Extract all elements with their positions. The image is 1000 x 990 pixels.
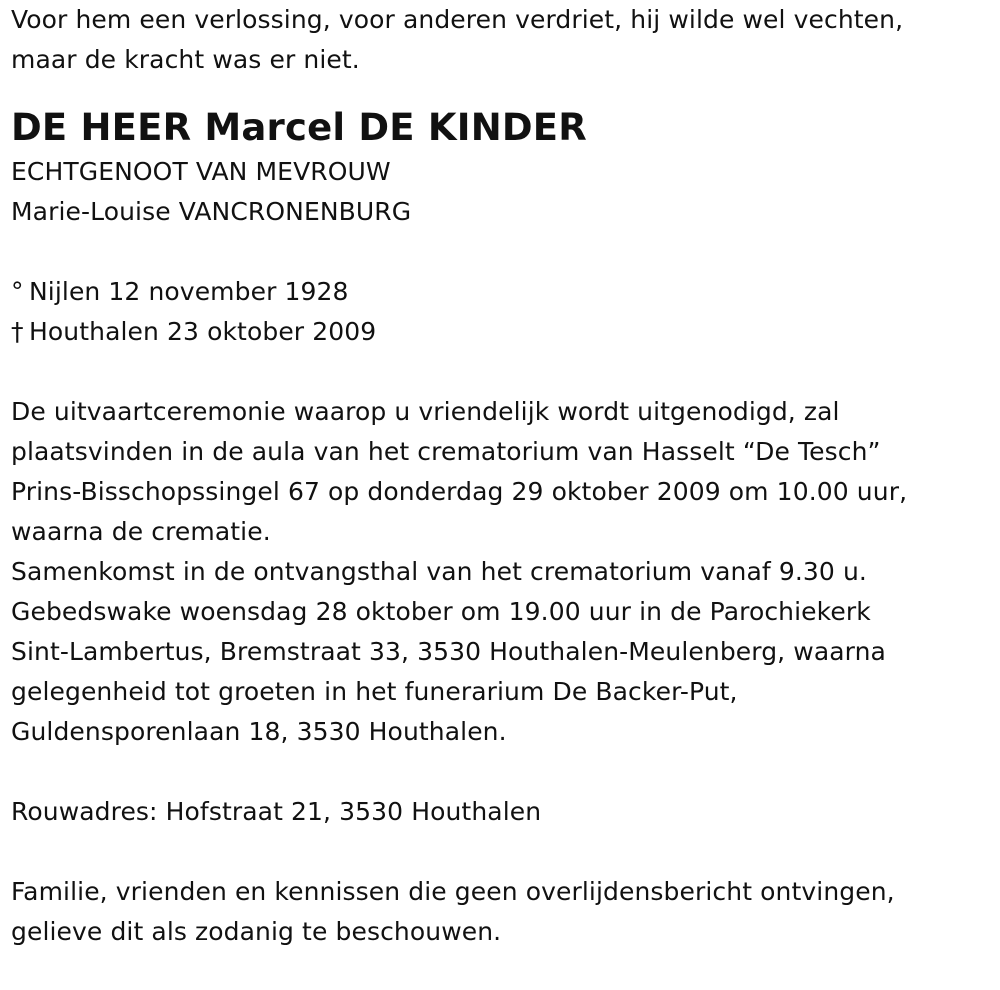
- spacer: [11, 752, 991, 792]
- birth-symbol: °: [11, 277, 24, 306]
- spouse-name: Marie-Louise VANCRONENBURG: [11, 197, 412, 226]
- closing-line: gelieve dit als zodanig te beschouwen.: [11, 917, 502, 946]
- closing-note: [11, 872, 991, 952]
- ceremony-line: gelegenheid tot groeten in het funerarium De Backer-Put,: [11, 677, 738, 706]
- spacer: [11, 232, 991, 272]
- ceremony-line: De uitvaartceremonie waarop u vriendelijk wordt uitgenodigd, zal: [11, 397, 840, 426]
- quote-line: maar de kracht was er niet.: [11, 45, 360, 74]
- ceremony-line: Prins-Bisschopssingel 67 op donderdag 29 oktober 2009 om 10.00 uur,: [11, 477, 908, 506]
- ceremony-line: Gebedswake woensdag 28 oktober om 19.00 uur in de Parochiekerk: [11, 597, 871, 626]
- ceremony-line: Samenkomst in de ontvangsthal van het crematorium vanaf 9.30 u.: [11, 557, 867, 586]
- mourning-address: Rouwadres: Hofstraat 21, 3530 Houthalen: [11, 797, 542, 826]
- cross-icon: †: [11, 317, 24, 346]
- opening-quote: [11, 0, 991, 80]
- ceremony-line: Sint-Lambertus, Bremstraat 33, 3530 Houthalen-Meulenberg, waarna: [11, 637, 886, 666]
- spacer: [11, 352, 991, 392]
- ceremony-details: [11, 392, 991, 752]
- ceremony-line: Guldensporenlaan 18, 3530 Houthalen.: [11, 717, 507, 746]
- ceremony-line: plaatsvinden in de aula van het crematorium van Hasselt “De Tesch”: [11, 437, 881, 466]
- spacer: [11, 832, 991, 872]
- death-text: Houthalen 23 oktober 2009: [29, 317, 377, 346]
- closing-line: Familie, vrienden en kennissen die geen overlijdensbericht ontvingen,: [11, 877, 895, 906]
- obituary-notice: [11, 0, 991, 952]
- ceremony-line: waarna de crematie.: [11, 517, 271, 546]
- birth-text: Nijlen 12 november 1928: [29, 277, 349, 306]
- birth-line: [11, 272, 991, 312]
- deceased-name: DE HEER Marcel DE KINDER: [11, 106, 587, 149]
- quote-line: Voor hem een verlossing, voor anderen verdriet, hij wilde wel vechten,: [11, 5, 904, 34]
- death-line: [11, 312, 991, 352]
- spouse-title: ECHTGENOOT VAN MEVROUW: [11, 157, 391, 186]
